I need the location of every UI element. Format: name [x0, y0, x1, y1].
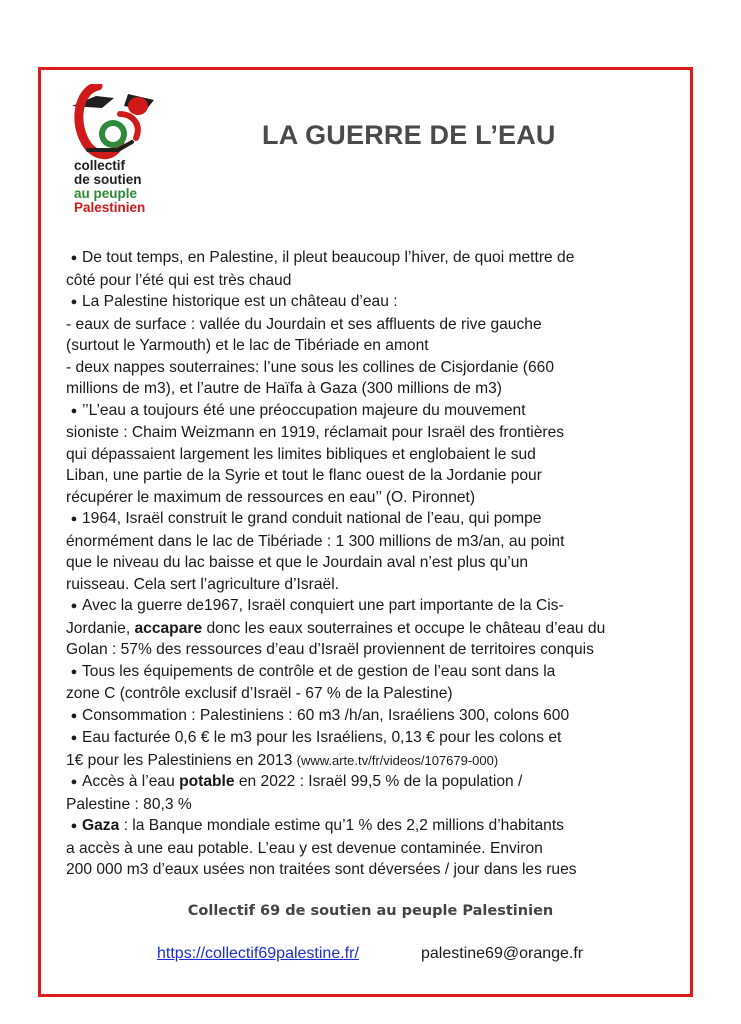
- text-line: [66, 771, 666, 794]
- text-segment: - deux nappes souterraines: l’une sous les collines de Cisjordanie (660: [66, 358, 555, 376]
- footer-organization: Collectif 69 de soutien au peuple Palestinien: [187, 903, 554, 919]
- text-line: [66, 552, 666, 574]
- logo-graphic: [58, 84, 170, 164]
- text-segment: millions de m3), et l’autre de Haïfa à Gaza (300 millions de m3): [66, 380, 502, 397]
- text-segment: Golan : 57% des ressources d’eau d’Israël proviennent de territoires conquis: [66, 641, 594, 658]
- text-line: [66, 378, 666, 400]
- text-line: [66, 400, 666, 423]
- text-line: [66, 618, 666, 640]
- bullet-icon: ●: [70, 709, 78, 722]
- text-segment: sioniste : Chaim Weizmann en 1919, réclamait pour Israël des frontières: [66, 424, 565, 441]
- text-line: [66, 595, 666, 618]
- text-segment: récupérer le maximum de ressources en eau’’ (O. Pironnet): [66, 488, 476, 506]
- text-segment: Tous les équipements de contrôle et de gestion de l’eau sont dans la: [82, 662, 556, 680]
- text-segment: Accès à l’eau: [82, 773, 180, 790]
- bullet-icon: ●: [70, 296, 78, 308]
- text-segment: zone C (contrôle exclusif d’Israël - 67 % de la Palestine): [66, 685, 453, 702]
- text-line: [66, 574, 666, 596]
- text-segment: De tout temps, en Palestine, il pleut beaucoup l’hiver, de quoi mettre de: [82, 249, 575, 266]
- text-segment: Eau facturée 0,6 € le m3 pour les Israéliens, 0,13 € pour les colons et: [82, 729, 562, 746]
- text-line: [66, 727, 666, 750]
- bullet-icon: ●: [70, 732, 78, 744]
- bullet-icon: ●: [70, 513, 78, 525]
- text-segment: Liban, une partie de la Syrie et tout le flanc ouest de la Jordanie pour: [66, 467, 542, 484]
- bullet-icon: ●: [70, 252, 78, 264]
- text-line: [66, 291, 666, 314]
- text-line: [66, 661, 666, 684]
- text-line: [66, 683, 666, 705]
- text-segment: Palestine : 80,3 %: [66, 795, 192, 813]
- text-segment: ’’L’eau a toujours été une préoccupation majeure du mouvement: [82, 401, 526, 419]
- article-body: [66, 247, 666, 881]
- text-segment: (www.arte.tv/fr/videos/107679-000): [296, 752, 499, 768]
- text-line: [66, 639, 666, 661]
- bullet-icon: ●: [70, 404, 78, 417]
- text-segment: Jordanie,: [66, 619, 135, 637]
- text-segment: donc les eaux souterraines et occupe le château d’eau du: [202, 619, 606, 637]
- bullet-icon: ●: [70, 820, 78, 832]
- text-line: [66, 465, 666, 487]
- text-line: [66, 487, 666, 509]
- text-line: [66, 247, 666, 270]
- logo-line-4: Palestinien: [74, 200, 146, 215]
- text-line: [66, 314, 666, 336]
- text-line: [66, 422, 666, 444]
- logo-line-1: collectif: [74, 158, 126, 173]
- text-line: [66, 815, 666, 838]
- text-line: [66, 750, 666, 772]
- logo-line-2: de soutien: [74, 172, 142, 187]
- text-segment: ruisseau. Cela sert l’agriculture d’Israël.: [66, 575, 340, 593]
- text-segment: qui dépassaient largement les limites bibliques et englobaient le sud: [66, 445, 536, 463]
- bullet-icon: ●: [70, 776, 78, 788]
- text-segment: - eaux de surface : vallée du Jourdain et ses affluents de rive gauche: [66, 315, 542, 333]
- text-line: [66, 838, 666, 860]
- text-segment: Consommation : Palestiniens : 60 m3 /h/an, Israéliens 300, colons 600: [82, 706, 570, 724]
- bullet-icon: ●: [70, 600, 78, 612]
- logo-wordmark: [74, 159, 170, 215]
- text-segment: La Palestine historique est un château d’eau :: [82, 293, 398, 310]
- text-line: [66, 794, 666, 816]
- text-segment: potable: [179, 773, 235, 790]
- website-link[interactable]: https://collectif69palestine.fr/: [157, 945, 359, 962]
- text-segment: en 2022 : Israël 99,5 % de la population /: [234, 773, 523, 790]
- text-line: [66, 531, 666, 553]
- text-segment: (surtout le Yarmouth) et le lac de Tibériade en amont: [66, 337, 429, 354]
- text-segment: énormément dans le lac de Tibériade : 1 300 millions de m3/an, au point: [66, 532, 565, 550]
- collectif-logo: [58, 84, 170, 219]
- text-segment: 1€ pour les Palestiniens en 2013: [66, 751, 297, 769]
- text-segment: accapare: [134, 619, 203, 637]
- page-title: LA GUERRE DE L’EAU: [262, 120, 556, 150]
- text-segment: a accès à une eau potable. L’eau y est devenue contaminée. Environ: [66, 839, 543, 857]
- text-line: [66, 705, 666, 728]
- text-line: [66, 859, 666, 881]
- text-line: [66, 508, 666, 531]
- email-address: palestine69@orange.fr: [421, 945, 584, 962]
- text-segment: que le niveau du lac baisse et que le Jourdain aval n’est plus qu’un: [66, 554, 529, 571]
- logo-line-3: au peuple: [74, 186, 138, 201]
- text-line: [66, 270, 666, 292]
- text-segment: 200 000 m3 d’eaux usées non traitées sont déversées / jour dans les rues: [66, 861, 577, 878]
- text-segment: 1964, Israël construit le grand conduit national de l’eau, qui pompe: [82, 510, 542, 527]
- bullet-icon: ●: [70, 665, 78, 678]
- text-line: [66, 444, 666, 466]
- text-segment: : la Banque mondiale estime qu’1 % des 2,2 millions d’habitants: [119, 817, 564, 834]
- text-segment: côté pour l’été qui est très chaud: [66, 271, 292, 289]
- text-line: [66, 335, 666, 357]
- text-segment: Gaza: [82, 817, 120, 834]
- text-line: [66, 357, 666, 379]
- text-segment: Avec la guerre de1967, Israël conquiert une part importante de la Cis-: [82, 597, 564, 614]
